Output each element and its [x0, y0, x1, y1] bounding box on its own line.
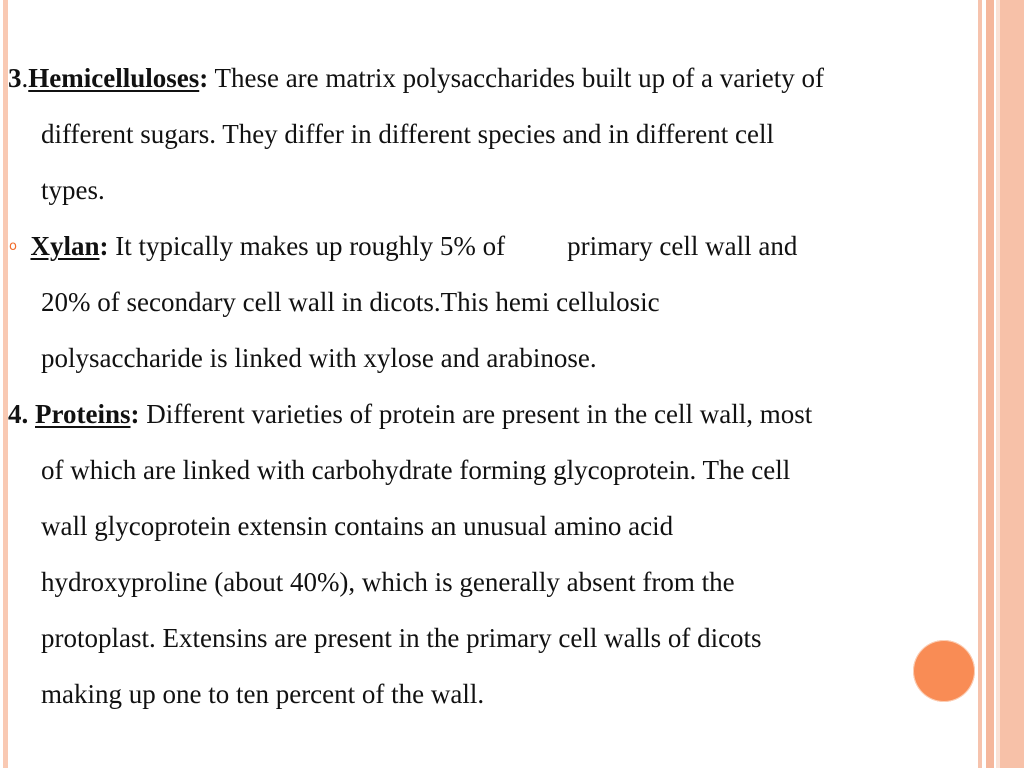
circle-bullet-icon: o: [9, 238, 17, 254]
xylan-line-2: 20% of secondary cell wall in dicots.This hemi cellulosic: [41, 287, 660, 317]
right-border-stripe: [986, 0, 994, 768]
proteins-line-1: [8, 386, 812, 442]
hemicelluloses-text: These are matrix polysaccharides built up of a variety of: [208, 63, 824, 93]
hemicelluloses-line-2: different sugars. They differ in different species and in different cell: [41, 119, 774, 149]
proteins-line-5: protoplast. Extensins are present in the primary cell walls of dicots: [41, 623, 762, 653]
xylan-term: [30, 231, 108, 261]
section-number: 4.: [8, 399, 35, 429]
proteins-term-text: Proteins: [35, 399, 131, 429]
proteins-text: Different varieties of protein are present in the cell wall, most: [139, 399, 813, 429]
proteins-line-4: hydroxyproline (about 40%), which is generally absent from the: [41, 567, 735, 597]
xylan-line-1: [9, 218, 797, 274]
xylan-term-text: Xylan: [30, 231, 100, 261]
xylan-text-a: It typically makes up roughly 5% of: [108, 231, 506, 261]
proteins-line-3: wall glycoprotein extensin contains an unusual amino acid: [41, 511, 674, 541]
proteins-line-2: of which are linked with carbohydrate forming glycoprotein. The cell: [41, 455, 791, 485]
hemicelluloses-term-text: Hemicelluloses: [28, 63, 200, 93]
section-number: 3: [8, 63, 22, 93]
hemicelluloses-term: [28, 63, 208, 93]
proteins-term: [35, 399, 140, 429]
xylan-term-colon: :: [99, 231, 109, 261]
right-border-stripe: [978, 0, 982, 768]
xylan-line-3: polysaccharide is linked with xylose and arabinose.: [41, 343, 597, 373]
proteins-term-colon: :: [130, 399, 140, 429]
hemicelluloses-line-1: [8, 50, 824, 106]
section-number-dot: .: [21, 63, 29, 93]
hemicelluloses-line-3: types.: [41, 175, 105, 205]
right-border-stripe: [1000, 0, 1024, 768]
orange-circle-decoration: [913, 640, 975, 702]
hemicelluloses-term-colon: :: [199, 63, 209, 93]
proteins-line-6: making up one to ten percent of the wall.: [41, 679, 485, 709]
left-border-rule: [3, 0, 8, 768]
xylan-text-b: primary cell wall and: [567, 231, 798, 261]
